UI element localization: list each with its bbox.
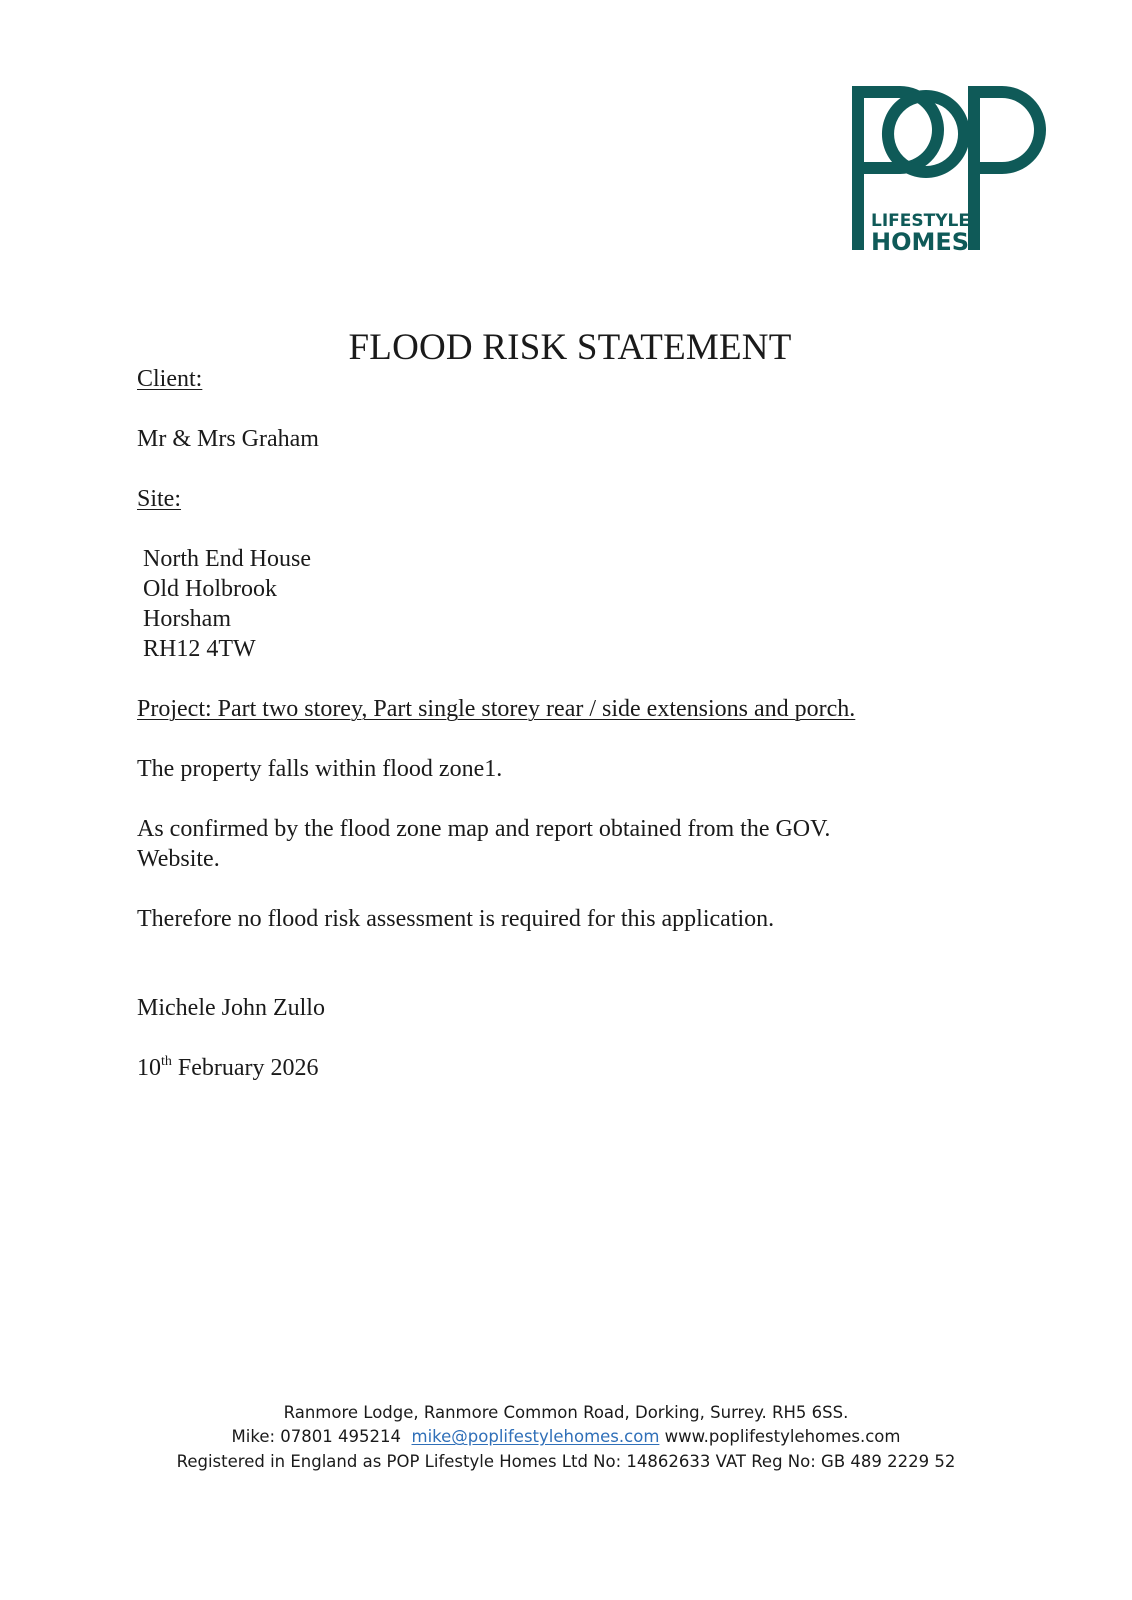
- date-day: 10: [137, 1055, 161, 1081]
- footer-email-link[interactable]: mike@poplifestylehomes.com: [411, 1427, 660, 1446]
- logo-lifestyle-text: LIFESTYLE: [871, 211, 970, 231]
- footer-website: www.poplifestylehomes.com: [664, 1427, 901, 1446]
- client-label: Client:: [137, 366, 203, 392]
- footer-registration: Registered in England as POP Lifestyle Homes Ltd No: 14862633 VAT Reg No: GB 489 2229 52: [176, 1452, 956, 1471]
- confirmation-paragraph-line2: Website.: [137, 846, 220, 872]
- company-logo: [852, 86, 1048, 258]
- footer-phone: Mike: 07801 495214: [231, 1427, 402, 1446]
- document-date: [137, 1053, 319, 1083]
- conclusion-paragraph: Therefore no flood risk assessment is required for this application.: [137, 906, 775, 932]
- address-line: RH12 4TW: [143, 636, 256, 662]
- date-month-year: February 2026: [171, 1055, 319, 1081]
- footer-contact: [0, 1424, 1132, 1449]
- logo-homes-text: HOMES: [871, 228, 970, 256]
- address-line: Old Holbrook: [143, 576, 277, 602]
- document-title: FLOOD RISK STATEMENT: [348, 327, 792, 368]
- site-label: Site:: [137, 486, 182, 512]
- flood-zone-paragraph: The property falls within flood zone1.: [137, 756, 503, 782]
- project-description: Project: Part two storey, Part single storey rear / side extensions and porch.: [137, 696, 856, 722]
- client-name: Mr & Mrs Graham: [137, 426, 319, 452]
- confirmation-paragraph-line1: As confirmed by the flood zone map and report obtained from the GOV.: [137, 816, 831, 842]
- address-line: North End House: [143, 546, 311, 572]
- footer-address: Ranmore Lodge, Ranmore Common Road, Dorking, Surrey. RH5 6SS.: [283, 1403, 849, 1422]
- date-ordinal-suffix: th: [161, 1054, 172, 1069]
- address-line: Horsham: [143, 606, 231, 632]
- signatory-name: Michele John Zullo: [137, 995, 325, 1021]
- pop-logo-graphic: [852, 86, 1048, 258]
